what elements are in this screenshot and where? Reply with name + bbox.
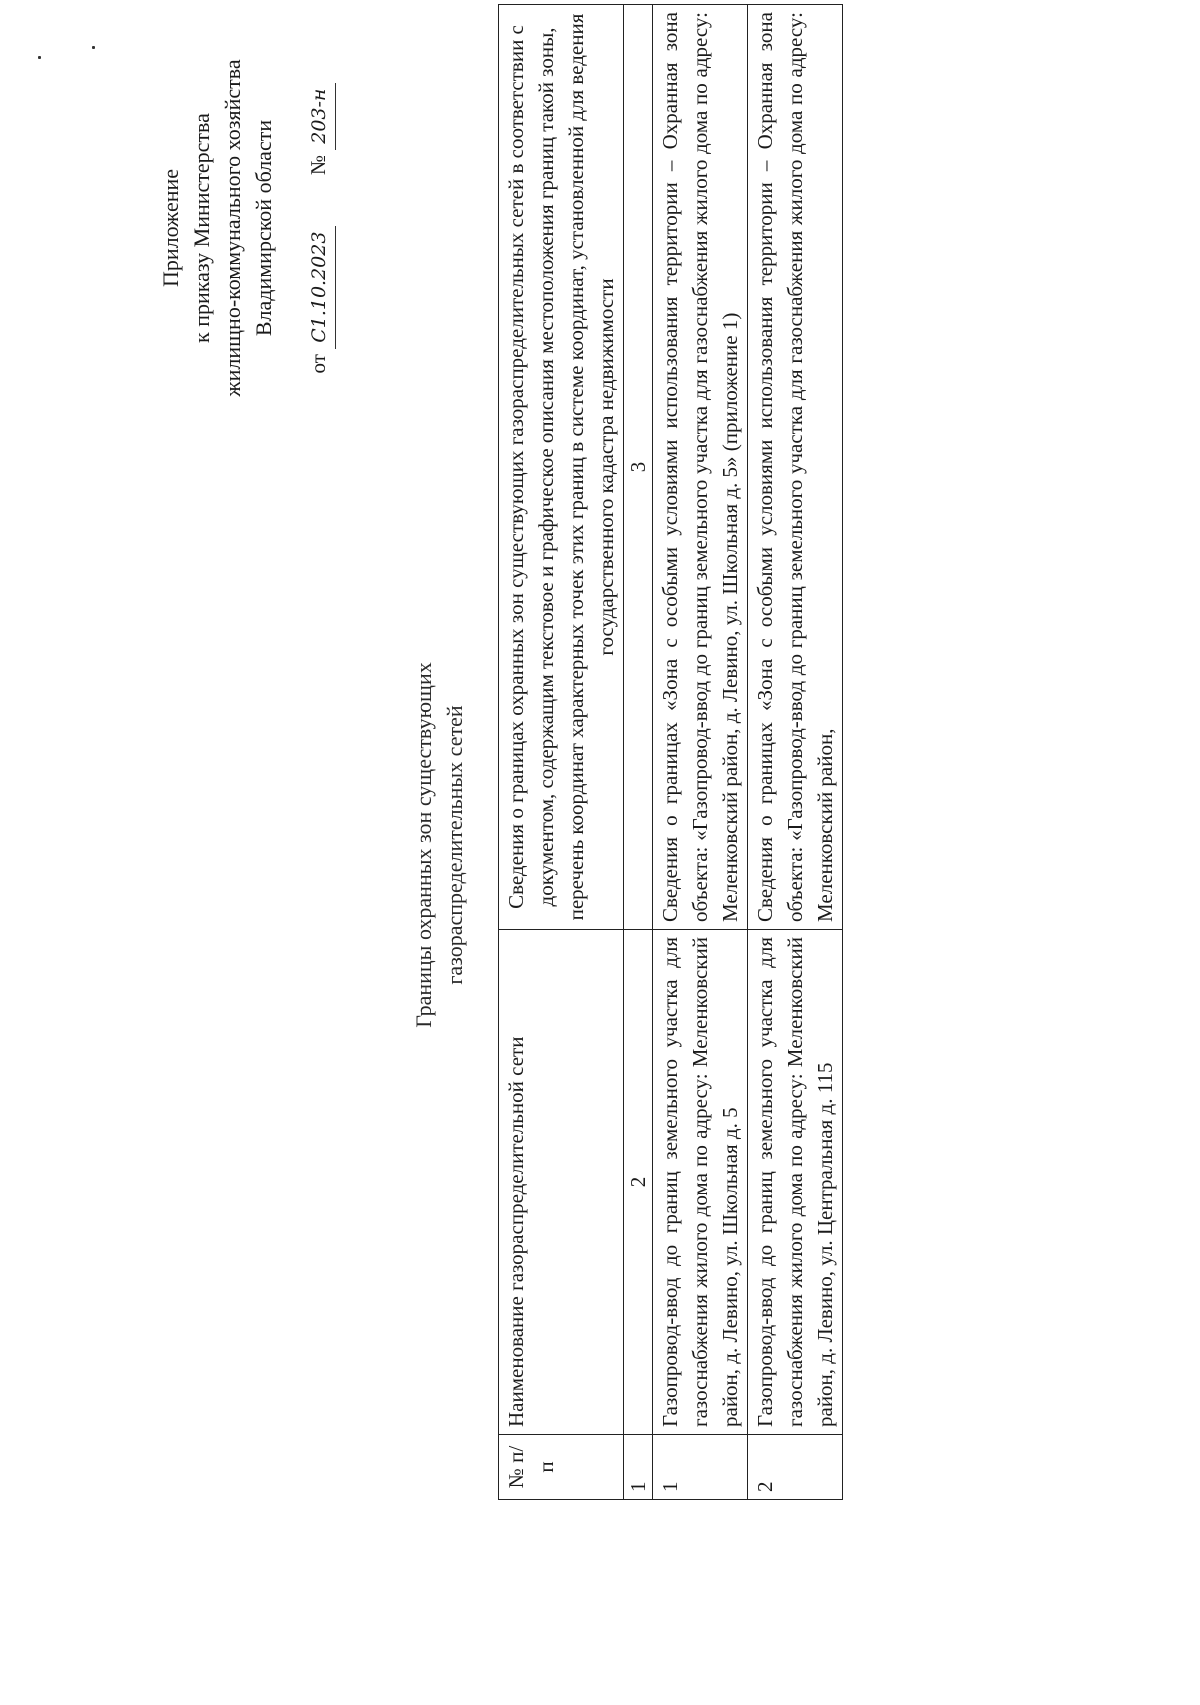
header-name: Наименование газораспределительной сети bbox=[499, 930, 624, 1435]
approval-line: жилищно-коммунального хозяйства bbox=[220, 59, 245, 397]
number-prefix: № bbox=[306, 155, 330, 176]
approval-line: Приложение bbox=[158, 168, 183, 288]
date-prefix: от bbox=[306, 354, 330, 374]
header-num: № п/п bbox=[499, 1435, 624, 1500]
column-index: 1 bbox=[624, 1435, 653, 1500]
title-line-1: Границы охранных зон существующих bbox=[411, 662, 436, 1028]
column-index: 3 bbox=[624, 5, 653, 930]
approval-stamp-block bbox=[155, 13, 336, 443]
zones-table bbox=[498, 4, 843, 1500]
approval-date-line bbox=[303, 13, 336, 443]
document-title bbox=[408, 525, 470, 1165]
handwritten-number: 203-н bbox=[304, 83, 336, 150]
table-header-row bbox=[499, 5, 624, 1500]
row-name: Газопровод-ввод до границ земельного участка для газоснабжения жилого дома по адресу: Меленковский район, д. Левино, ул. Школьная д. 5 bbox=[653, 930, 748, 1435]
title-line-2: газораспределительных сетей bbox=[442, 705, 467, 985]
column-index-row bbox=[624, 5, 653, 1500]
table-row bbox=[653, 5, 748, 1500]
approval-line: Владимирской области bbox=[251, 119, 276, 337]
row-info: Сведения о границах «Зона с особыми условиями использования территории – Охранная зона объекта: «Газопровод-ввод до границ земельного участка для газоснабжения жилого дома по адресу: Меленковский район, д. Левино, ул. Школьная д. 5» (приложение 1) bbox=[653, 5, 748, 930]
handwritten-date: С1.10.2023 bbox=[304, 226, 336, 349]
table-row bbox=[748, 5, 843, 1500]
row-name: Газопровод-ввод до границ земельного участка для газоснабжения жилого дома по адресу: Меленковский район, д. Левино, ул. Центральная д. 115 bbox=[748, 930, 843, 1435]
row-num: 2 bbox=[748, 1435, 843, 1500]
approval-line: к приказу Министерства bbox=[189, 113, 214, 343]
header-info: Сведения о границах охранных зон существующих газораспределительных сетей в соответствии с документом, содержащим текстовое и графическое описания местоположения границ такой зоны, перечень координат характерных точек этих границ в системе координат, установленной для ведения государственного кадастра недвижимости bbox=[499, 5, 624, 930]
column-index: 2 bbox=[624, 930, 653, 1435]
row-num: 1 bbox=[653, 1435, 748, 1500]
row-info: Сведения о границах «Зона с особыми условиями использования территории – Охранная зона объекта: «Газопровод-ввод до границ земельного участка для газоснабжения жилого дома по адресу: Меленковский район, bbox=[748, 5, 843, 930]
